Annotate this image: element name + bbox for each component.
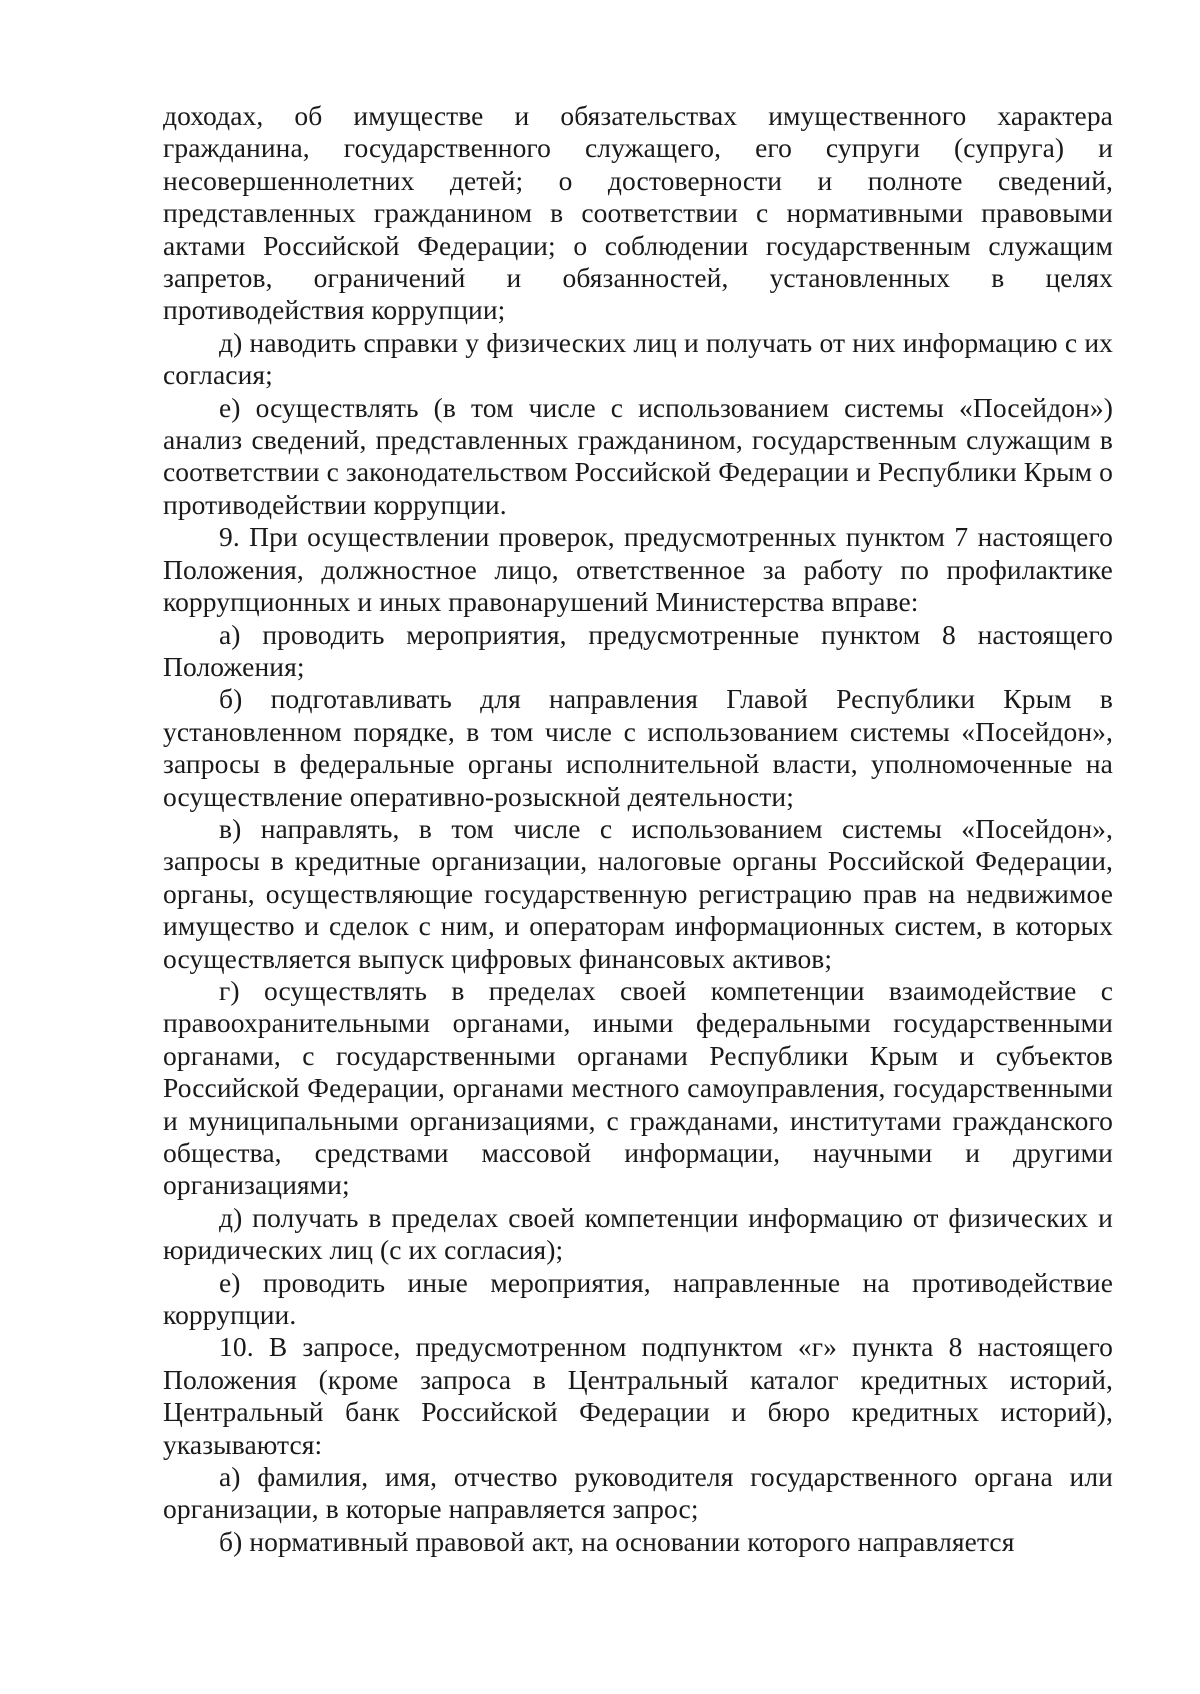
- paragraph-9-a: а) проводить мероприятия, предусмотренные пунктом 8 настоящего Положения;: [163, 618, 1113, 682]
- paragraph-9-d: д) получать в пределах своей компетенции информацию от физических и юридических лиц (с их согласия);: [163, 1201, 1113, 1266]
- paragraph-10-b: б) нормативный правовой акт, на основании которого направляется: [219, 1525, 1015, 1557]
- paragraph-9-v: в) направлять, в том числе с использованием системы «Посейдон», запросы в кредитные организации, налоговые органы Российской Федерации, органы, осуществляющие государственную регистрацию прав на недвижимое имущество и сделок с ним, и операторам информационных систем, в которых осуществляется выпуск цифровых финансовых активов;: [163, 812, 1113, 974]
- paragraph-10-a: а) фамилия, имя, отчество руководителя государственного органа или организации, в которые направляется запрос;: [163, 1461, 1113, 1525]
- paragraph-9-g: г) осуществлять в пределах своей компетенции взаимодействие с правоохранительными органами, иными федеральными государственными органами, с государственными органами Республики Крым и субъектов Российской Федерации, органами местного самоуправления, государственными и муниципальными организациями, с гражданами, институтами гражданского общества, средствами массовой информации, научными и другими организациями;: [163, 974, 1113, 1201]
- paragraph-8-d: д) наводить справки у физических лиц и получать от них информацию с их согласия;: [163, 326, 1113, 391]
- paragraph-9: 9. При осуществлении проверок, предусмотренных пунктом 7 настоящего Положения, должностное лицо, ответственное за работу по профилактике коррупционных и иных правонарушений Министерства вправе:: [163, 521, 1113, 618]
- paragraph-9-b: б) подготавливать для направления Главой Республики Крым в установленном порядке, в том числе с использованием системы «Посейдон», запросы в федеральные органы исполнительной власти, уполномоченные на осуществление оперативно-розыскной деятельности;: [163, 683, 1113, 812]
- paragraph-10: 10. В запросе, предусмотренном подпунктом «г» пункта 8 настоящего Положения (кроме запроса в Центральный каталог кредитных историй, Центральный банк Российской Федерации и бюро кредитных историй), указываются:: [163, 1331, 1113, 1460]
- paragraph-continued-from-previous-page: доходах, об имуществе и обязательствах имущественного характера гражданина, государственного служащего, его супруги (супруга) и несовершеннолетних детей; о достоверности и полноте сведений, представленных гражданином в соответствии с нормативными правовыми актами Российской Федерации; о соблюдении государственным служащим запретов, ограничений и обязанностей, установленных в целях противодействия коррупции;: [163, 100, 1113, 326]
- document-text: [163, 100, 1113, 1558]
- paragraph-9-e: е) проводить иные мероприятия, направленные на противодействие коррупции.: [163, 1266, 1113, 1331]
- paragraph-8-e: е) осуществлять (в том числе с использованием системы «Посейдон») анализ сведений, представленных гражданином, государственным служащим в соответствии с законодательством Российской Федерации и Республики Крым о противодействии коррупции.: [163, 391, 1113, 520]
